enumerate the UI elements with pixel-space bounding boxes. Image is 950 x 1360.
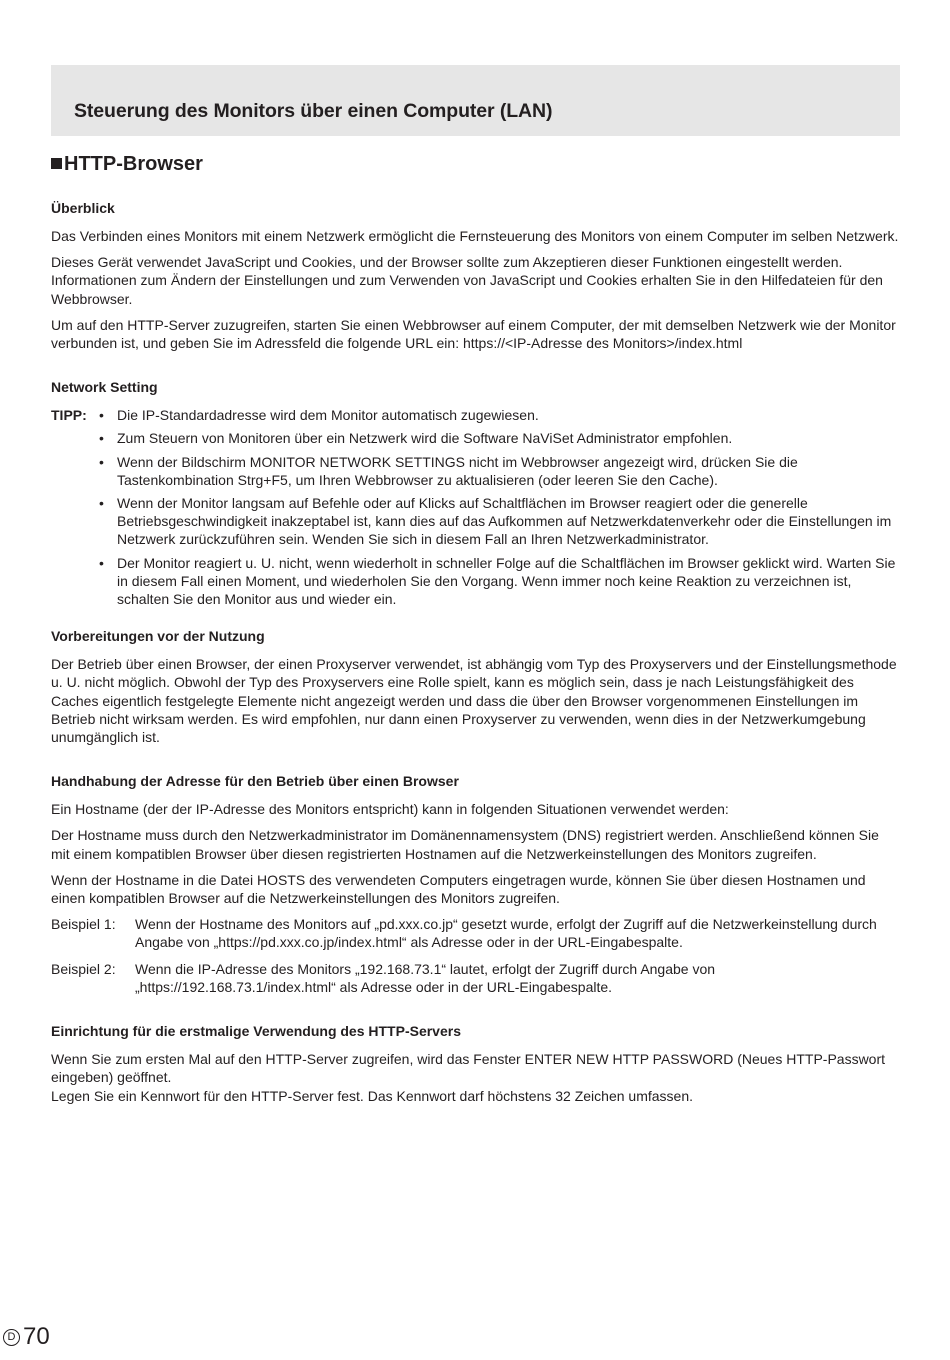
example-text: Wenn der Hostname des Monitors auf „pd.xxx.co.jp“ gesetzt wurde, erfolgt der Zugriff auf die Netzwerkeinstellung durch Angabe von „https://pd.xxx.co.jp/index.html“ als Adresse oder in der URL-Eingabespalte. bbox=[135, 916, 877, 951]
square-bullet-icon bbox=[51, 158, 62, 169]
bullet-icon: • bbox=[99, 554, 104, 571]
overview-heading: Überblick bbox=[51, 200, 115, 216]
page-content bbox=[51, 199, 901, 1105]
list-item: • Zum Steuern von Monitoren über ein Netzwerk wird die Software NaViSet Administrator empfohlen. bbox=[99, 430, 733, 447]
tip-block bbox=[51, 406, 901, 613]
setup-line-2: Legen Sie ein Kennwort für den HTTP-Server fest. Das Kennwort darf höchstens 32 Zeichen umfassen. bbox=[51, 1087, 693, 1104]
setup-line-1: Wenn Sie zum ersten Mal auf den HTTP-Server zugreifen, wird das Fenster ENTER NEW HTTP PASSWORD (Neues HTTP-Passwort eingeben) geöffnet. bbox=[51, 1051, 886, 1086]
example-label: Beispiel 1: bbox=[51, 916, 116, 933]
address-heading: Handhabung der Adresse für den Betrieb über einen Browser bbox=[51, 773, 459, 790]
address-paragraph-3: Wenn der Hostname in die Datei HOSTS des verwendeten Computers eingetragen wurde, können Sie über diesen Hostnamen und einen kompatiblen Browser auf die Netzwerkeinstellungen des Monitors zugreifen. bbox=[51, 871, 866, 907]
page-number: 70 bbox=[23, 1323, 50, 1350]
setup-heading: Einrichtung für die erstmalige Verwendung des HTTP-Servers bbox=[51, 1023, 461, 1040]
example-text: Wenn die IP-Adresse des Monitors „192.168.73.1“ lautet, erfolgt der Zugriff durch Angabe von „https://192.168.73.1/index.html“ als Adresse oder in der URL-Eingabespalte. bbox=[135, 960, 716, 995]
language-d-icon: D bbox=[3, 1329, 20, 1346]
bullet-icon: • bbox=[99, 453, 104, 470]
overview-paragraph-2: Dieses Gerät verwendet JavaScript und Cookies, und der Browser sollte zum Akzeptieren dieser Funktionen eingestellt werden. Informationen zum Ändern der Einstellungen und zum Verwenden von JavaScript und Cookies erhalten Sie in den Hilfedateien für den Webbrowser. bbox=[51, 254, 883, 307]
section-heading bbox=[51, 153, 203, 176]
chapter-title: Steuerung des Monitors über einen Computer (LAN) bbox=[74, 100, 553, 122]
page-footer bbox=[3, 1322, 50, 1352]
network-setting-heading: Network Setting bbox=[51, 379, 158, 396]
list-item: • Wenn der Bildschirm MONITOR NETWORK SETTINGS nicht im Webbrowser angezeigt wird, drücken Sie die Tastenkombination Strg+F5, um Ihren Webbrowser zu aktualisieren (oder leeren Sie den Cache). bbox=[99, 453, 798, 488]
address-paragraph-1: Ein Hostname (der der IP-Adresse des Monitors entspricht) kann in folgenden Situationen verwendet werden: bbox=[51, 801, 729, 818]
tip-label: TIPP: bbox=[51, 407, 87, 424]
example-label: Beispiel 2: bbox=[51, 960, 116, 977]
address-paragraph-2: Der Hostname muss durch den Netzwerkadministrator im Domänennamensystem (DNS) registriert werden. Anschließend können Sie mit einem kompatiblen Browser über diesen registrierten Hostnamen auf die Netzwerkeinstellungen des Monitors zugreifen. bbox=[51, 827, 879, 862]
tip-list bbox=[97, 406, 901, 613]
bullet-icon: • bbox=[99, 430, 104, 447]
chapter-header-band bbox=[51, 65, 900, 136]
preparation-heading: Vorbereitungen vor der Nutzung bbox=[51, 628, 265, 645]
example-1 bbox=[51, 915, 901, 951]
overview-paragraph-1: Das Verbinden eines Monitors mit einem Netzwerk ermöglicht die Fernsteuerung des Monitors von einem Computer im selben Netzwerk. bbox=[51, 228, 899, 244]
overview-paragraph-3: Um auf den HTTP-Server zuzugreifen, starten Sie einen Webbrowser auf einem Computer, der mit demselben Netzwerk wie der Monitor verbunden ist, und geben Sie im Adressfeld die folgende URL ein: https://<IP-Adresse des Monitors>/index.html bbox=[51, 316, 896, 352]
list-item: • Der Monitor reagiert u. U. nicht, wenn wiederholt in schneller Folge auf die Schaltflächen im Browser geklickt wird. Warten Sie in diesem Fall einen Moment, und wiederholen Sie den Vorgang. Wenn immer noch keine Reaktion zu verzeichnen ist, schalten Sie den Monitor aus und wieder ein. bbox=[99, 554, 896, 608]
list-item: • Wenn der Monitor langsam auf Befehle oder auf Klicks auf Schaltflächen im Browser reagiert oder die generelle Betriebsgeschwindigkeit inakzeptabel ist, kann dies auf das Aufkommen auf Netzwerkdatenverkehr oder die Einstellungen im Netzwerk zurückzuführen sein. Wenden Sie sich in diesem Fall an Ihren Netzwerkadministrator. bbox=[99, 495, 892, 548]
list-item: • Die IP-Standardadresse wird dem Monitor automatisch zugewiesen. bbox=[99, 407, 539, 424]
section-title: HTTP-Browser bbox=[64, 153, 203, 175]
bullet-icon: • bbox=[99, 407, 104, 424]
example-2 bbox=[51, 960, 901, 996]
bullet-icon: • bbox=[99, 495, 104, 512]
preparation-paragraph: Der Betrieb über einen Browser, der einen Proxyserver verwendet, ist abhängig vom Typ des Proxyservers und der Einstellungsmethode u. U. nicht möglich. Obwohl der Typ des Proxyservers eine Rolle spielt, kann es möglich sein, dass je nach Leistungsfähigkeit des Caches eigentlich festgelegte Elemente nicht angezeigt werden und dass die über den Browser vorgenommenen Einstellungen im Betrieb nicht wirksam werden. Es wird empfohlen, nur dann einen Proxyserver zu verwenden, wenn dies in der Netzwerkumgebung unumgänglich ist. bbox=[51, 656, 897, 746]
